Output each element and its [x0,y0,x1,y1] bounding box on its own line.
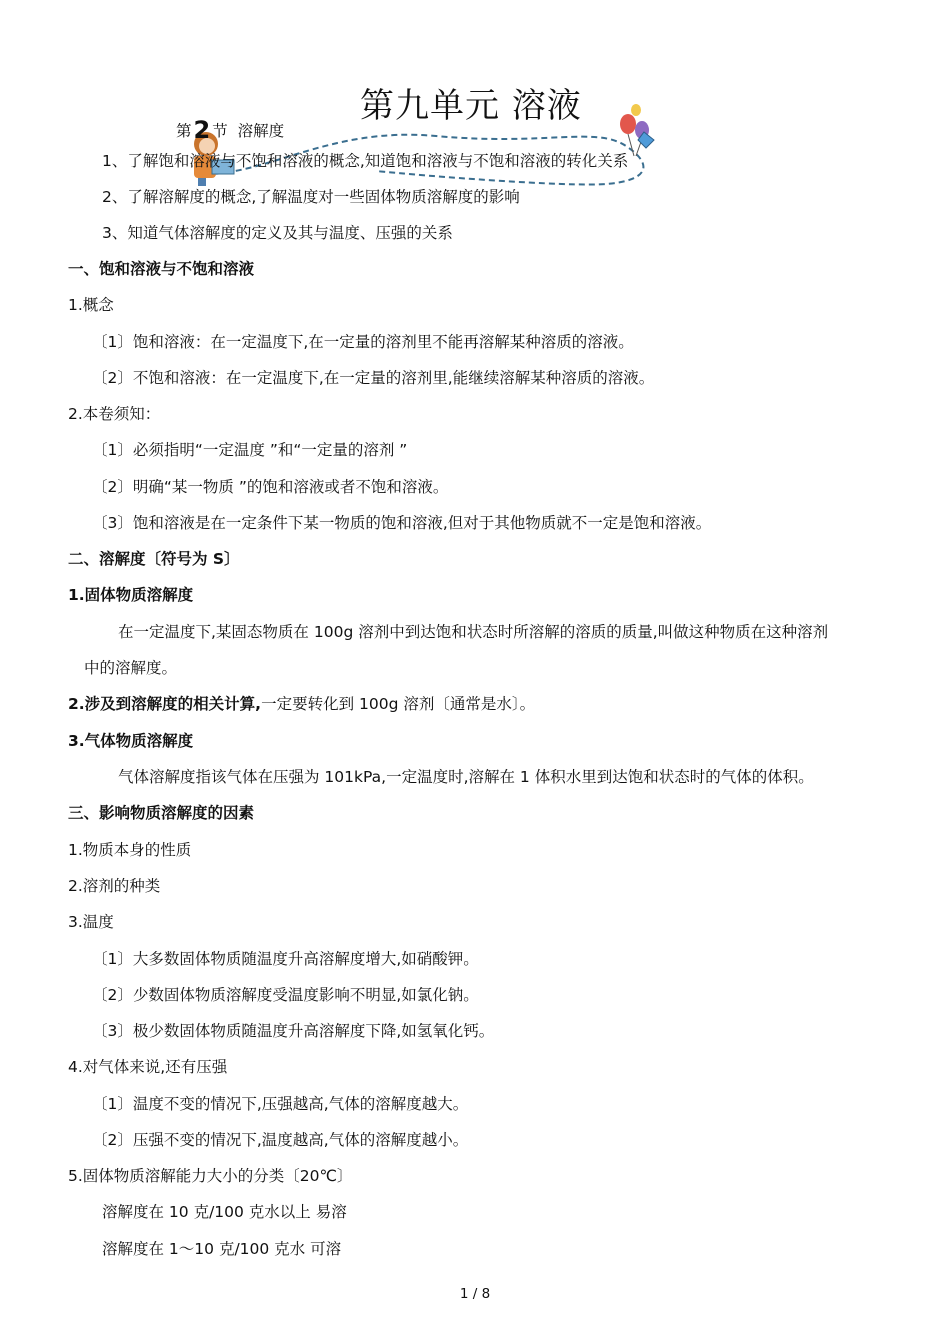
solid-solubility-text-1: 在一定温度下,某固态物质在 100g 溶剂中到达饱和状态时所溶解的溶质的质量,叫做这种物质在这种溶剂 [118,623,829,641]
section-number: 2 [193,116,211,144]
calculation-note-bold: 2.涉及到溶解度的相关计算, [68,695,262,713]
gas-solubility-title: 3.气体物质溶解度 [68,732,194,750]
notice-title: 2.本卷须知： [68,405,161,423]
concept-item-2: 〔2〕不饱和溶液：在一定温度下,在一定量的溶剂里,能继续溶解某种溶质的溶液。 [92,369,655,387]
objective-2: 2、了解溶解度的概念,了解温度对一些固体物质溶解度的影响 [102,188,520,206]
section-prefix: 第 [176,122,192,140]
section-name: 溶解度 [237,122,285,140]
objective-1: 1、了解饱和溶液与不饱和溶液的概念,知道饱和溶液与不饱和溶液的转化关系 [102,152,629,170]
notice-item-3: 〔3〕饱和溶液是在一定条件下某一物质的饱和溶液,但对于其他物质就不一定是饱和溶液。 [92,514,712,532]
part2-heading: 二、溶解度〔符号为 S〕 [68,550,240,568]
balloons-icon [620,104,654,156]
factor-5: 5.固体物质溶解能力大小的分类〔20℃〕 [68,1167,353,1185]
gas-item-2: 〔2〕压强不变的情况下,温度越高,气体的溶解度越小。 [92,1131,469,1149]
solid-solubility-text-2: 中的溶解度。 [84,659,178,677]
solid-solubility-title: 1.固体物质溶解度 [68,586,194,604]
objective-3: 3、知道气体溶解度的定义及其与温度、压强的关系 [102,224,453,242]
page-number: 1 / 8 [459,1286,491,1302]
section-suffix: 节 [212,122,228,140]
notice-item-1: 〔1〕必须指明“一定温度 ”和“一定量的溶剂 ” [92,441,408,459]
gas-solubility-text: 气体溶解度指该气体在压强为 101kPa,一定温度时,溶解在 1 体积水里到达饱和状态时的气体的体积。 [118,768,814,786]
notice-item-2: 〔2〕明确“某一物质 ”的饱和溶液或者不饱和溶液。 [92,478,449,496]
factor-3: 3.温度 [68,913,114,931]
factor-4: 4.对气体来说,还有压强 [68,1058,228,1076]
page-title: 第九单元 溶液 [360,86,582,126]
part1-heading: 一、饱和溶液与不饱和溶液 [68,260,255,278]
class-item-2: 溶解度在 1～10 克/100 克水 可溶 [102,1240,342,1258]
factor-1: 1.物质本身的性质 [68,841,192,859]
calculation-note [68,693,535,715]
factor-2: 2.溶剂的种类 [68,877,161,895]
concept-title: 1.概念 [68,296,114,314]
part3-heading: 三、影响物质溶解度的因素 [68,804,255,822]
concept-item-1: 〔1〕饱和溶液：在一定温度下,在一定量的溶剂里不能再溶解某种溶质的溶液。 [92,333,634,351]
class-item-1: 溶解度在 10 克/100 克水以上 易溶 [102,1203,347,1221]
temp-item-2: 〔2〕少数固体物质溶解度受温度影响不明显,如氯化钠。 [92,986,479,1004]
section-label [176,116,284,144]
calculation-note-text: 一定要转化到 100g 溶剂〔通常是水〕。 [261,695,536,713]
temp-item-3: 〔3〕极少数固体物质随温度升高溶解度下降,如氢氧化钙。 [92,1022,495,1040]
gas-item-1: 〔1〕温度不变的情况下,压强越高,气体的溶解度越大。 [92,1095,469,1113]
temp-item-1: 〔1〕大多数固体物质随温度升高溶解度增大,如硝酸钾。 [92,950,479,968]
